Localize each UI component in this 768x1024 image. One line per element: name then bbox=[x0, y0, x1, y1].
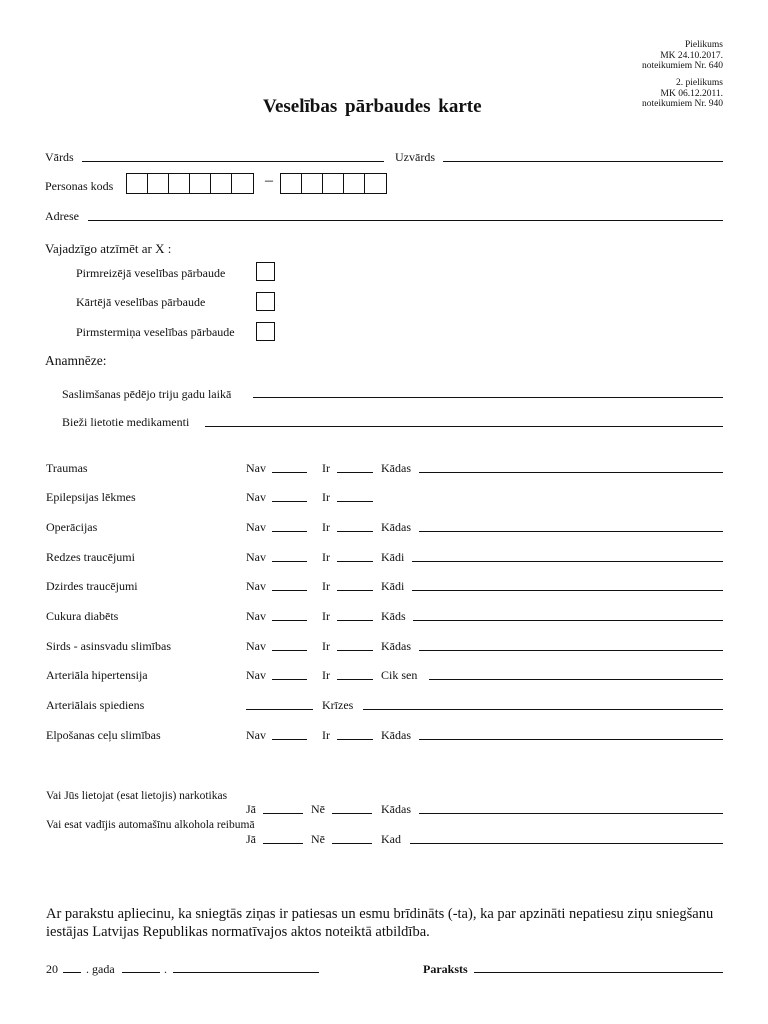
condition-nav-field[interactable] bbox=[272, 531, 307, 532]
option-first-exam-label: Pirmreizējā veselības pārbaude bbox=[76, 266, 226, 280]
drugs-no-field[interactable] bbox=[332, 813, 372, 814]
condition-ir-label: Ir bbox=[322, 550, 330, 564]
condition-nav-field[interactable] bbox=[272, 739, 307, 740]
condition-ir-field[interactable] bbox=[337, 561, 373, 562]
alcohol-yes-label: Jā bbox=[246, 832, 256, 846]
condition-ir-label: Ir bbox=[322, 639, 330, 653]
meds-label: Bieži lietotie medikamenti bbox=[62, 415, 190, 429]
drugs-no-label: Nē bbox=[311, 802, 325, 816]
surname-field[interactable] bbox=[443, 161, 723, 162]
month-field[interactable] bbox=[173, 972, 319, 973]
anamnesis-heading: Anamnēze: bbox=[45, 353, 107, 368]
condition-ir-field[interactable] bbox=[337, 650, 373, 651]
alcohol-no-label: Nē bbox=[311, 832, 325, 846]
condition-extra-field[interactable] bbox=[419, 472, 723, 473]
personal-code-dash: – bbox=[265, 172, 273, 189]
condition-label: Traumas bbox=[46, 461, 88, 475]
condition-nav-label: Nav bbox=[246, 668, 266, 682]
condition-label: Elpošanas ceļu slimības bbox=[46, 728, 161, 742]
condition-label: Epilepsijas lēkmes bbox=[46, 490, 136, 504]
drugs-extra-field[interactable] bbox=[419, 813, 723, 814]
crisis-field[interactable] bbox=[363, 709, 723, 710]
gada-label: . gada bbox=[86, 962, 115, 976]
header-note-1 bbox=[642, 40, 723, 72]
condition-ir-label: Ir bbox=[322, 609, 330, 623]
condition-ir-label: Ir bbox=[322, 579, 330, 593]
condition-nav-field[interactable] bbox=[272, 679, 307, 680]
address-label: Adrese bbox=[45, 209, 79, 223]
code-cell[interactable] bbox=[190, 174, 211, 193]
name-label: Vārds bbox=[45, 150, 74, 164]
code-cell[interactable] bbox=[148, 174, 169, 193]
condition-label: Dzirdes traucējumi bbox=[46, 579, 138, 593]
personal-code-part2[interactable] bbox=[280, 173, 387, 194]
condition-nav-field[interactable] bbox=[272, 472, 307, 473]
header-note-2 bbox=[642, 78, 723, 110]
alcohol-extra-label: Kad bbox=[381, 832, 401, 846]
condition-label: Arteriālais spiediens bbox=[46, 698, 145, 712]
condition-ir-label: Ir bbox=[322, 461, 330, 475]
condition-extra-field[interactable] bbox=[429, 679, 723, 680]
drugs-yes-field[interactable] bbox=[263, 813, 303, 814]
drugs-question: Vai Jūs lietojat (esat lietojis) narkotikas bbox=[46, 790, 228, 802]
code-cell[interactable] bbox=[211, 174, 232, 193]
option-regular-exam-label: Kārtējā veselības pārbaude bbox=[76, 295, 206, 309]
condition-extra-field[interactable] bbox=[419, 531, 723, 532]
day-field[interactable] bbox=[122, 972, 160, 973]
header-note-1-line3: noteikumiem Nr. 640 bbox=[641, 61, 723, 71]
condition-label: Sirds - asinsvadu slimības bbox=[46, 639, 171, 653]
condition-ir-label: Ir bbox=[322, 668, 330, 682]
signature-label: Paraksts bbox=[423, 962, 468, 976]
declaration-text: Ar parakstu apliecinu, ka sniegtās ziņas ir patiesas un esmu brīdināts (-ta), ka par apzināti nepatiesu ziņu sniegšanu iestājas Latvijas Republikas normatīvajos aktos noteiktā atbildība. bbox=[46, 906, 714, 940]
personal-code-part1[interactable] bbox=[126, 173, 254, 194]
condition-extra-label: Cik sen bbox=[381, 668, 418, 682]
condition-ir-field[interactable] bbox=[337, 501, 373, 502]
condition-ir-field[interactable] bbox=[337, 739, 373, 740]
condition-label: Redzes traucējumi bbox=[46, 550, 135, 564]
condition-extra-field[interactable] bbox=[419, 650, 723, 651]
condition-ir-field[interactable] bbox=[337, 620, 373, 621]
condition-nav-label: Nav bbox=[246, 461, 266, 475]
condition-nav-label: Nav bbox=[246, 550, 266, 564]
code-cell[interactable] bbox=[169, 174, 190, 193]
illness-label: Saslimšanas pēdējo triju gadu laikā bbox=[62, 387, 232, 401]
condition-extra-field[interactable] bbox=[419, 739, 723, 740]
code-cell[interactable] bbox=[344, 174, 365, 193]
date-dot: . bbox=[164, 962, 167, 976]
condition-nav-field[interactable] bbox=[272, 590, 307, 591]
header-note-1-line2: MK 24.10.2017. bbox=[660, 50, 723, 61]
condition-nav-label: Nav bbox=[246, 520, 266, 534]
condition-extra-field[interactable] bbox=[412, 561, 723, 562]
condition-ir-label: Ir bbox=[322, 520, 330, 534]
option-regular-exam-checkbox[interactable] bbox=[256, 292, 275, 311]
alcohol-question: Vai esat vadījis automašīnu alkohola reibumā bbox=[46, 819, 255, 831]
form-title: Veselības pārbaudes karte bbox=[263, 96, 482, 117]
header-note-2-line1: 2. pielikums bbox=[676, 78, 723, 88]
option-first-exam-checkbox[interactable] bbox=[256, 262, 275, 281]
condition-ir-field[interactable] bbox=[337, 590, 373, 591]
condition-extra-label: Kādas bbox=[381, 461, 411, 475]
mark-heading: Vajadzīgo atzīmēt ar X : bbox=[45, 241, 172, 256]
code-cell[interactable] bbox=[232, 174, 253, 193]
condition-nav-label: Nav bbox=[246, 639, 266, 653]
condition-nav-field[interactable] bbox=[272, 561, 307, 562]
option-early-exam-label: Pirmstermiņa veselības pārbaude bbox=[76, 325, 235, 339]
signature-field[interactable] bbox=[474, 972, 723, 973]
drugs-yes-label: Jā bbox=[246, 802, 256, 816]
condition-ir-field[interactable] bbox=[337, 531, 373, 532]
surname-label: Uzvārds bbox=[395, 150, 435, 164]
condition-label: Cukura diabēts bbox=[46, 609, 119, 623]
code-cell[interactable] bbox=[323, 174, 344, 193]
name-field[interactable] bbox=[82, 161, 384, 162]
condition-extra-label: Kādas bbox=[381, 639, 411, 653]
year-field[interactable] bbox=[63, 972, 81, 973]
condition-nav-field[interactable] bbox=[272, 501, 307, 502]
year-prefix: 20 bbox=[46, 962, 58, 976]
condition-nav-label: Nav bbox=[246, 728, 266, 742]
alcohol-extra-field[interactable] bbox=[410, 843, 723, 844]
drugs-extra-label: Kādas bbox=[381, 802, 411, 816]
condition-nav-field[interactable] bbox=[272, 620, 307, 621]
illness-field[interactable] bbox=[253, 397, 723, 398]
condition-ir-field[interactable] bbox=[337, 472, 373, 473]
code-cell[interactable] bbox=[281, 174, 302, 193]
blood-pressure-field[interactable] bbox=[246, 709, 313, 710]
header-note-1-line1: Pielikums bbox=[684, 40, 723, 50]
condition-extra-label: Kādas bbox=[381, 728, 411, 742]
crisis-label: Krīzes bbox=[322, 698, 354, 712]
code-cell[interactable] bbox=[127, 174, 148, 193]
condition-ir-label: Ir bbox=[322, 490, 330, 504]
option-early-exam-checkbox[interactable] bbox=[256, 322, 275, 341]
condition-extra-label: Kāds bbox=[381, 609, 406, 623]
condition-nav-label: Nav bbox=[246, 490, 266, 504]
condition-label: Arteriāla hipertensija bbox=[46, 668, 148, 682]
condition-label: Operācijas bbox=[46, 520, 98, 534]
condition-nav-field[interactable] bbox=[272, 650, 307, 651]
condition-extra-field[interactable] bbox=[412, 590, 723, 591]
alcohol-no-field[interactable] bbox=[332, 843, 372, 844]
condition-nav-label: Nav bbox=[246, 609, 266, 623]
condition-extra-field[interactable] bbox=[413, 620, 723, 621]
condition-nav-label: Nav bbox=[246, 579, 266, 593]
condition-ir-field[interactable] bbox=[337, 679, 373, 680]
personal-code-label: Personas kods bbox=[45, 179, 114, 193]
condition-ir-label: Ir bbox=[322, 728, 330, 742]
alcohol-yes-field[interactable] bbox=[263, 843, 303, 844]
code-cell[interactable] bbox=[302, 174, 323, 193]
condition-extra-label: Kādi bbox=[381, 579, 405, 593]
condition-extra-label: Kādi bbox=[381, 550, 405, 564]
condition-extra-label: Kādas bbox=[381, 520, 411, 534]
code-cell[interactable] bbox=[365, 174, 386, 193]
header-note-2-line3: noteikumiem Nr. 940 bbox=[641, 99, 723, 109]
address-field[interactable] bbox=[88, 220, 723, 221]
header-note-2-line2: MK 06.12.2011. bbox=[660, 88, 723, 99]
meds-field[interactable] bbox=[205, 426, 723, 427]
